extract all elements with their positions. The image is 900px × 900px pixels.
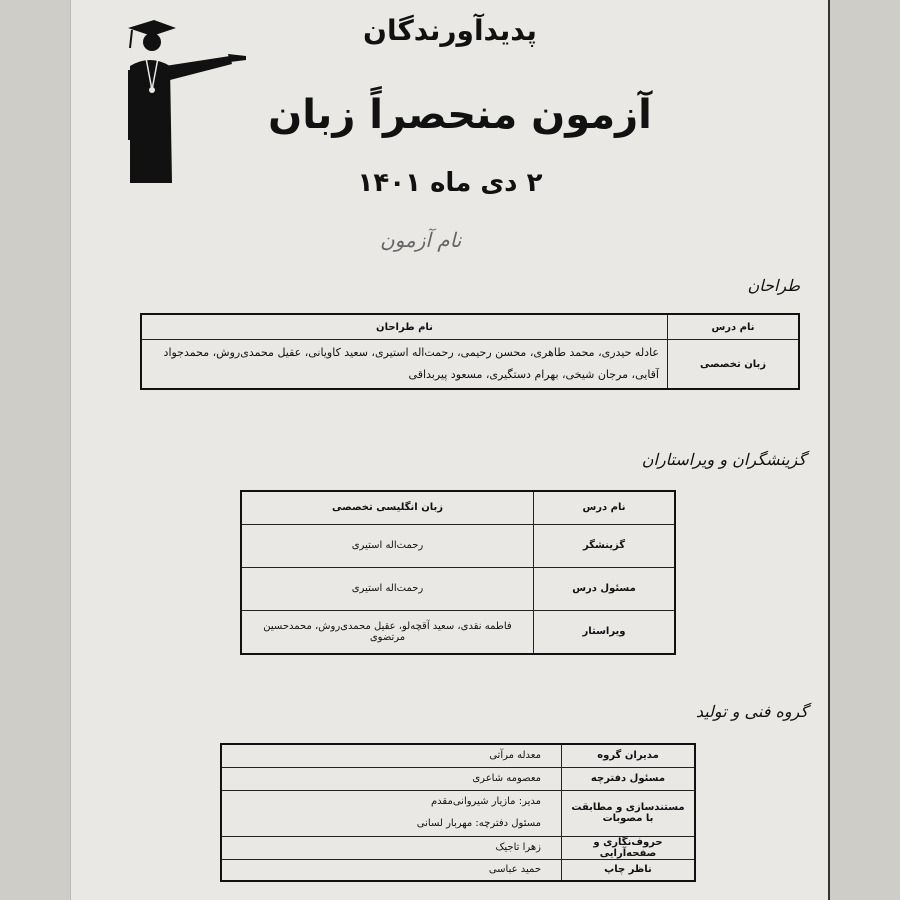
production-label: مستندسازی و مطابقت با مصوبات: [562, 790, 696, 836]
production-value: زهرا تاجیک: [221, 836, 562, 859]
handwritten-note: نام آزمون: [380, 228, 462, 252]
designers-table: [140, 313, 800, 390]
designers-heading: طراحان: [747, 276, 800, 295]
designers-row-names: [141, 340, 668, 390]
editors-value: رحمت‌اله استیری: [241, 524, 534, 567]
designers-names-line1: عادله حیدری، محمد طاهری، محسن رحیمی، رحمت‌اله استیری، سعید کاویانی، عقیل محمدی‌روش، محمدجواد: [163, 346, 659, 359]
exam-title: آزمون منحصراً زبان: [268, 92, 652, 138]
production-heading: گروه فنی و تولید: [695, 702, 808, 721]
publisher-heading: پدیدآورندگان: [363, 14, 537, 47]
production-label: ناظر چاپ: [562, 859, 696, 881]
editors-label: مسئول درس: [534, 567, 676, 610]
designers-col-names: نام طراحان: [141, 314, 668, 340]
editors-label: ویراستار: [534, 610, 676, 654]
editors-label: نام درس: [534, 491, 676, 524]
production-value: حمید عباسی: [221, 859, 562, 881]
editors-heading: گزینشگران و ویراستاران: [641, 450, 806, 469]
editors-table: [240, 490, 676, 655]
production-label: مدیران گروه: [562, 744, 696, 767]
exam-date: ۲ دی ماه ۱۴۰۱: [357, 168, 543, 198]
editors-value: فاطمه نقدی، سعید آقچه‌لو، عقیل محمدی‌روش، محمدحسین مرتضوی: [241, 610, 534, 654]
production-value: معصومه شاعری: [221, 767, 562, 790]
designers-row-subject: زبان تخصصی: [668, 340, 800, 390]
production-label: حروف‌نگاری و صفحه‌آرایی: [562, 836, 696, 859]
designers-col-subject: نام درس: [668, 314, 800, 340]
production-value-line1: مدیر: مازیار شیروانی‌مقدم: [430, 796, 541, 807]
editors-label: گزینشگر: [534, 524, 676, 567]
production-value-line2: مسئول دفترچه: مهربار لسانی: [416, 818, 541, 829]
production-value: [221, 790, 562, 836]
production-table: [220, 743, 696, 882]
production-value: معدله مرآتی: [221, 744, 562, 767]
editors-value: رحمت‌اله استیری: [241, 567, 534, 610]
production-label: مسئول دفترچه: [562, 767, 696, 790]
editors-value: زبان انگلیسی تخصصی: [241, 491, 534, 524]
designers-names-line2: آقایی، مرجان شیخی، بهرام دستگیری، مسعود پیربداقی: [408, 368, 659, 381]
